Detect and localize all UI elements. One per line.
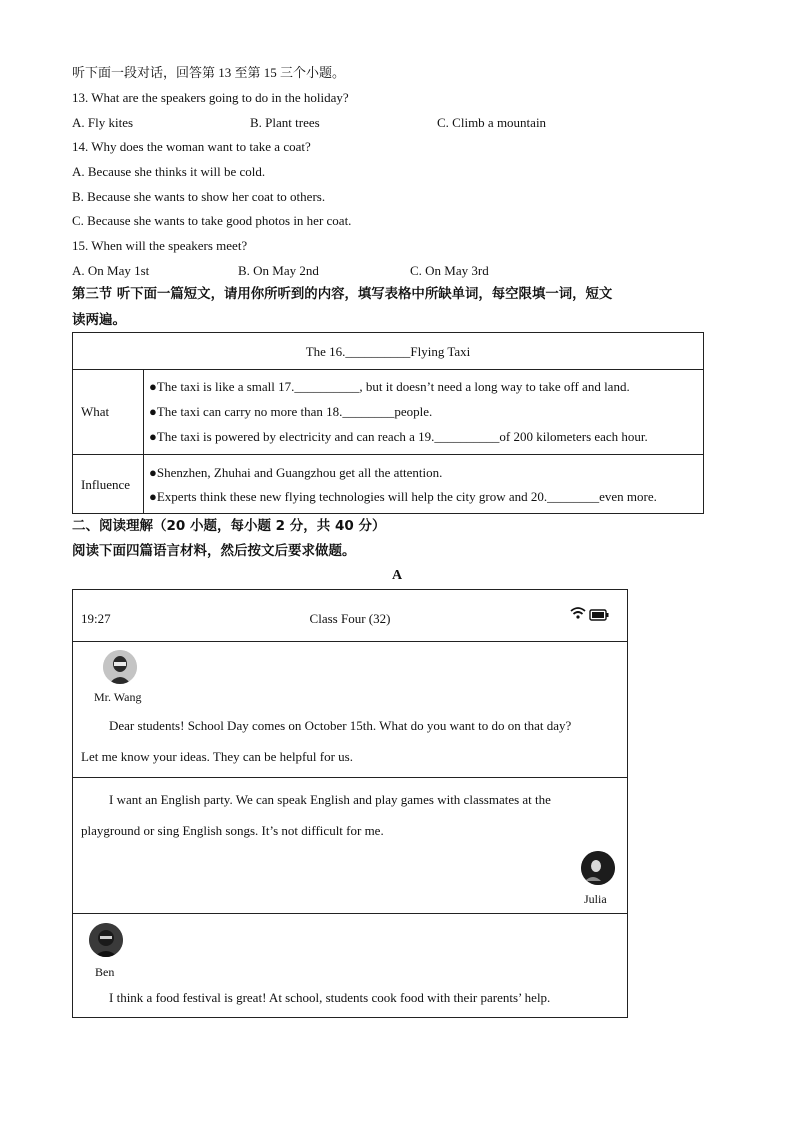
influence-item-1: ●Shenzhen, Zhuhai and Guangzhou get all the attention. xyxy=(149,465,443,480)
question-14-stem: 14. Why does the woman want to take a coat? xyxy=(72,139,311,154)
question-14-option-a: A. Because she thinks it will be cold. xyxy=(72,164,266,179)
avatar-ben xyxy=(89,923,123,957)
row-label-influence: Influence xyxy=(81,477,131,492)
question-13-option-a: A. Fly kites xyxy=(72,115,134,130)
influence-item-20: ●Experts think these new flying technologies will help the city grow and 20.________even more. xyxy=(149,489,657,504)
message-divider xyxy=(73,913,627,914)
question-15-option-c: C. On May 3rd xyxy=(410,263,489,278)
table-divider xyxy=(73,454,703,455)
question-15-option-b: B. On May 2nd xyxy=(238,263,319,278)
passage-label: A xyxy=(391,568,403,583)
what-item-17: ●The taxi is like a small 17.__________, but it doesn’t need a long way to take off and land. xyxy=(149,379,630,394)
question-15-stem: 15. When will the speakers meet? xyxy=(72,238,248,253)
message-line: I think a food festival is great! At school, students cook food with their parents’ help. xyxy=(109,990,551,1005)
question-13-stem: 13. What are the speakers going to do in the holiday? xyxy=(72,90,349,105)
avatar-mr-wang xyxy=(103,650,137,684)
flying-taxi-table xyxy=(72,332,704,514)
sender-name: Julia xyxy=(584,892,607,906)
avatar-julia xyxy=(581,851,615,885)
chat-window xyxy=(72,589,628,1018)
message-line: I want an English party. We can speak English and play games with classmates at the xyxy=(109,792,551,807)
what-item-18: ●The taxi can carry no more than 18.________people. xyxy=(149,404,433,419)
section3-heading-cont: 读两遍。 xyxy=(72,312,126,328)
table-column-divider xyxy=(143,369,144,513)
question-14-option-c: C. Because she wants to take good photos in her coat. xyxy=(72,213,352,228)
chat-title: Class Four (32) xyxy=(309,611,391,626)
message-line: playground or sing English songs. It’s not difficult for me. xyxy=(81,823,384,838)
message-line: Dear students! School Day comes on October 15th. What do you want to do on that day? xyxy=(109,718,572,733)
question-13-option-c: C. Climb a mountain xyxy=(437,115,547,130)
battery-icon xyxy=(589,608,609,626)
wifi-icon xyxy=(570,606,586,625)
message-divider xyxy=(73,777,627,778)
table-divider xyxy=(73,369,703,370)
question-15-option-a: A. On May 1st xyxy=(72,263,150,278)
message-line: Let me know your ideas. They can be helpful for us. xyxy=(81,749,353,764)
reading-heading: 二、阅读理解（20 小题，每小题 2 分，共 40 分） xyxy=(72,518,386,534)
reading-instruction: 阅读下面四篇语言材料，然后按文后要求做题。 xyxy=(72,543,356,559)
row-label-what: What xyxy=(81,404,110,419)
question-13-option-b: B. Plant trees xyxy=(250,115,320,130)
sender-name: Ben xyxy=(95,965,115,979)
table-title: The 16.__________Flying Taxi xyxy=(305,344,471,359)
question-14-option-b: B. Because she wants to show her coat to others. xyxy=(72,189,326,204)
sender-name: Mr. Wang xyxy=(94,690,142,704)
what-item-19: ●The taxi is powered by electricity and can reach a 19.__________of 200 kilometers each hour. xyxy=(149,429,648,444)
section3-heading: 第三节 听下面一篇短文，请用你所听到的内容，填写表格中所缺单词，每空限填一词，短文 xyxy=(72,287,613,302)
listening-intro: 听下面一段对话，回答第 13 至第 15 三个小题。 xyxy=(72,65,346,80)
chat-header-divider xyxy=(73,641,627,642)
status-time: 19:27 xyxy=(81,611,111,626)
